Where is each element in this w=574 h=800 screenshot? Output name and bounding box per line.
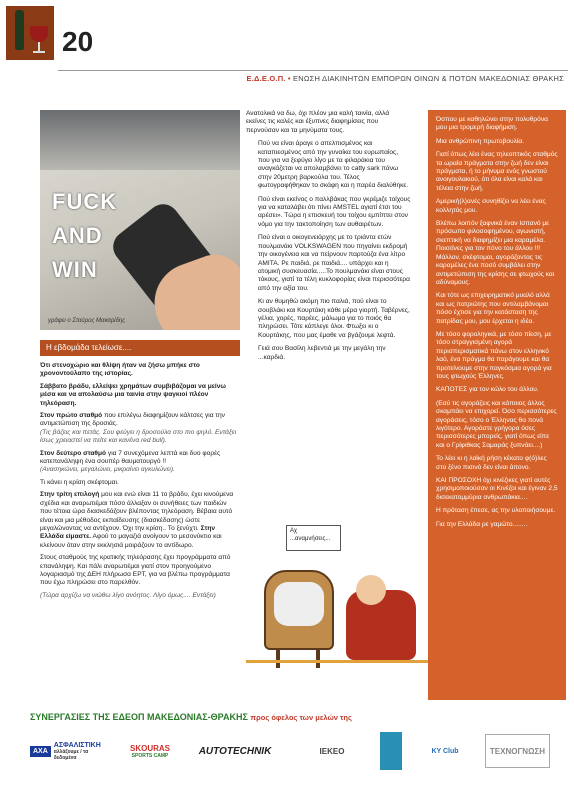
bottle-icon xyxy=(15,10,24,50)
org-full: ΕΝΩΣΗ ΔΙΑΚΙΝΗΤΩΝ ΕΜΠΟΡΩΝ ΟΙΝΩΝ & ΠΟΤΩΝ ΜΑΚΕΔΟΝΙΑΣ ΘΡΑΚΗΣ xyxy=(293,74,564,83)
paragraph: Η πρόταση έπεσε, ας την υλοποιήσουμε. xyxy=(436,507,556,515)
italic-text: (Ανασηκώνει, μεγαλώνει, μικραίνει αγκυλώνει). xyxy=(40,466,175,474)
paragraph: Το λέει κι η λαϊκή ρήση κέκατο φ(ό)λες στο ξένο πισινό δεν είναι άπονο. xyxy=(436,455,547,471)
title-line-3: WIN xyxy=(52,257,98,282)
header-org xyxy=(247,74,564,83)
title-line-1: FUCK xyxy=(52,189,118,214)
skouras-logo xyxy=(120,734,180,768)
footer-subtitle: προς όφελος των μελών της xyxy=(250,713,352,722)
italic-text: (Τώρα αρχίζω να νιώθω λίγο ανόητος. Λίγο όμως.... Εντάξει) xyxy=(40,591,216,599)
italic-text: (Τις βάζεις και πετάς. Σου φεύγει η δροσούλα στο πιο ψηλό. Εντάξει ίσως χρειαστεί να πείτε και κανένα red bull). xyxy=(40,428,237,445)
article-photo xyxy=(40,110,240,330)
paragraph xyxy=(40,450,240,475)
paragraph: Πού να είναι άραγε ο απελπισμένος και καταπιεσμένος από την γυναίκα του ευρωπαίος, που για να ξεφύγει λίγο με τα φιλαράκια του αναγκάζεται να απολαμβάνει το catty sark πάνω στην 20μετρη βαρκούλα του. Τέλος φωτογραφήθηκαν το σκάφη και η παρέα διαλύθηκε. xyxy=(258,140,409,190)
body-text: για 7 συνεχόμενα λεπτά και δυο φορές κατεπανάληψη ένα σουπέρ θαυματουργό !! xyxy=(40,449,221,466)
paragraph xyxy=(40,592,240,600)
tv-leg-left xyxy=(276,650,280,668)
tv-screen xyxy=(274,582,324,626)
paragraph xyxy=(40,383,240,408)
paragraph: Ανατολικά να δω, όχι πλέον μια καλή ταινία, αλλά εκείνες τις καλές και έξυπνες διαφημίσεις που περνούσαν και τα μηνύματα τους. xyxy=(246,110,390,134)
autotechnik-logo: AUTOTECHNIK xyxy=(198,745,272,757)
blue-emblem-logo xyxy=(380,732,402,770)
week-box: Η εβδομάδα τελείωσε.... xyxy=(40,340,240,356)
left-column xyxy=(40,362,240,604)
header-divider xyxy=(58,70,568,71)
paragraph: Βλέπω λοιπόν ξαφνικά έναν Ισπανό με πρόσωπο φιλοσοφημένου, αγωνιστή, σκεπτική να διαφημίζει μια καραμέλα. Ποιοτίνες για τον πόνο του άλλου !!! Μάλλον, σκέφτομαι, αγοράζοντας τις καραμέλες ένα ποσό συμβάλει στην αντιμετώπιση της κρίσης σε φτωχούς και αδύναμους. xyxy=(436,220,555,286)
wine-glass-base xyxy=(33,51,45,53)
floor-line xyxy=(246,660,431,663)
footer-title xyxy=(30,712,352,722)
paragraph: Για την Ελλάδα ρε γαμώτο........ xyxy=(436,520,528,528)
paragraph: Και τότε ως επιχειρηματικό μυαλό αλλά και ως πατριώτης που αντιλαμβάνομαι πόσο έχτισε για την κατάσταση της πατρίδας μου, μου έρχεται η ιδέα. xyxy=(436,292,550,325)
axa-tagline: αλλάζουμε / τα δεδομένα xyxy=(53,748,89,761)
paragraph: Όσπου με καθηλώνει στην πολυθρόνα μου μια τρομερή διαφήμιση. xyxy=(436,116,548,132)
paragraph: Κι αν θυμηθώ ακόμη πιο παλιά, πού είναι το σουβλάκι και Κουρτάκη κάθε μέρα γιορτή. Ταβέρνες, γέλια, χορές, παρέες, μάλωμα για το ποιός θα πληρώσει. Τότε κάπλεγε όλοι. Φτωξει κι ο Κουρτάκης, που μας έμαθε να βγάζουμε λεφτά. xyxy=(258,298,410,339)
paragraph: ΚΑΠΟΤΕΣ για τον κώλο του άλλου. xyxy=(436,386,539,394)
bold-text: Στην Ελλάδα είμαστε. xyxy=(40,524,216,541)
tv-leg-right xyxy=(316,650,320,668)
wine-logo xyxy=(6,6,54,60)
axa-mark: AXA xyxy=(30,746,51,757)
paragraph: Γειά σου Βασίλη λεβεντιά με την μεγάλη την ...καρδιά. xyxy=(258,345,386,361)
paragraph xyxy=(40,412,240,446)
iekeo-logo: ΙΕΚΕΟ xyxy=(319,746,345,756)
paragraph xyxy=(40,362,240,379)
bold-text: Στον πρώτο σταθμό xyxy=(40,412,103,420)
org-separator: • xyxy=(287,74,291,83)
paragraph: (Εσύ τις αγοράζεις και κάποιος άλλος σκαμπάει να επιχορεί. Όσο περισσότερες αγοράσεις, τόσο ο Έλληνας θα πονά λιγότερο. Αγοράστε γρήγορα όσες περισσότερες μπορείς, γιατί όπως είπε και ο Γρίφιθκας Σαμαράς ξυπνάει....) xyxy=(436,399,557,449)
axa-name: ΑΣΦΑΛΙΣΤΙΚΗ xyxy=(53,741,101,749)
body-text: Αφού το μαγαζιά ανοίγουν το μεσονύκτιο και κλείνουν όταν στην εκκλησιά μοιράζουν το αντίδωρο. xyxy=(40,533,222,549)
body-text: που επιλέγω διαφημίζουν κάλτσες για την αντιμετώπιση της δροσιάς. xyxy=(40,412,225,428)
man-head-icon xyxy=(356,575,386,605)
article-title xyxy=(52,185,117,287)
author-credit: γράφει ο Σταύρος Μακαρίδης xyxy=(48,318,126,324)
paragraph: Πού είναι εκείνος ο παλλβάκας που γκρέμιζε τοίχους για να καταλάβει ότι πίνει AMSTEL αγιατί έτσι του αρέσει». Τώρα η επισκευή του τοίχου εμπίπτει στον νόμο για την τακτοποίηση των αυθαιρέτων. xyxy=(258,195,411,228)
middle-column xyxy=(246,110,411,367)
axa-text xyxy=(54,742,108,761)
lead-text: Ότι στενοχώριο και θλίψη ήταν να ζήσω μπήκε στο χρονοντούλαπο της ιστορίας. xyxy=(40,362,200,378)
kyclub-logo: KY Club xyxy=(431,747,459,755)
org-short: Ε.Δ.Ε.Ο.Π. xyxy=(246,74,286,83)
bold-text: Στην τρίτη επιλογή xyxy=(40,491,100,499)
paragraph: Μια ανθρώπινη πρωτοβουλία. xyxy=(436,137,524,145)
technognosi-logo: ΤΕΧΝΟΓΝΩΣΗ xyxy=(485,734,550,768)
paragraph: Πού είναι ο οικογενειάρχης με το τριάντα ετών πουλμανάκι VOLKSWAGEN που πηγαίνει εκδρομή την οικογένεια και να πείρνουν παρτούζα ένα λίτρο AMITA. Ρε παιδιά, ρε παιδιά.... υπάρχει και η ατομική συσκευασία.....Το πουλμανάκι είναι στους τόκους, γιατί τα τέλη κυκλοφορίας είναι περισσότερα από την αξία του. xyxy=(258,234,410,292)
speech-bubble: Αχ ...αναμνήσεις... xyxy=(286,525,341,551)
paragraph: Με τόσο φοροληγικά, με τόσο πίεση, με τόσο στραγγισμένη αγορά περισπερισματικά πάνω στον ελληνικό λαό, ένα πράγμα θα παράγουμε και θα προτείνουμε στην παγκόσμια αγορά για τους φτωχούς Έλληνες. xyxy=(436,330,552,380)
tv-screen-background xyxy=(40,110,240,170)
axa-logo xyxy=(30,734,108,768)
paragraph xyxy=(40,491,240,550)
paragraph: Αμερική(λ)ανές συνηθίζει να λέει ένας κολλητός μου. xyxy=(436,198,546,214)
bold-text: Στον δεύτερο σταθμό xyxy=(40,449,107,457)
paragraph: Τι κάνει η κρίση σκέφτομαι. xyxy=(40,478,119,486)
body-text: μου και ενώ είναι 11 το βράδυ, έχει κινούμενα σχέδια και αναρωτιέμαι πόσο άλλαξαν οι συνήθειες των παιδιών που τέτοια ώρα διασκεδάζουν βλέποντας τηλεόραση. Βέβαια αυτό είναι και μια μέθοδος εκπαίδευσης (διασκέδασης) ώστε μεγαλώνοντας να αντέχουν. Όχι την κρίση.. Το ξενύχτι. xyxy=(40,491,234,532)
skouras-sub: SPORTS CAMP xyxy=(131,752,169,759)
tv-icon xyxy=(264,570,334,650)
paragraph: Στους σταθμούς της κρατικής τηλεόρασης έχει προγράμματα από επανάληψη. Και πάλι αναρωτιέμαι γιατί στον προηγούμενο λογαριασμό της ΔΕΗ πλήρωσα ΕΡΤ, για να βλέπω προγράμματα που έχω πληρώσει στο παρελθόν. xyxy=(40,554,231,587)
title-line-2: AND xyxy=(52,223,103,248)
paragraph: Γιατί όπως λέει ένας τηλεοπτικός σταθμός τα ωραία πράγματα στην ζωή δεν είναι πράγματα, ή το μήνυμα ενός γνωστού ανοιγουλακιού, ότι όλα είναι καλά και τέλεια στην ζωή. xyxy=(436,151,558,192)
footer-title-text: ΣΥΝΕΡΓΑΣΙΕΣ ΤΗΣ ΕΔΕΟΠ ΜΑΚΕΔΟΝΙΑΣ-ΘΡΑΚΗΣ xyxy=(30,712,248,722)
right-column-box xyxy=(428,110,566,700)
partner-logos xyxy=(30,730,550,772)
cartoon-illustration xyxy=(246,520,431,700)
lead-text: Σάββατο βράδυ, ελλείψει χρημάτων συμβιβάζομαι να μείνω μέσα και να απολαύσω μια ταινία στην ψαγκιοί πλέον τηλεόραση. xyxy=(40,382,226,407)
paragraph: ΚΑΙ ΠΡΟΣΟΧΗ όχι κινέζικες γιατί αυτές χρησιμοποιούσαν οι Κινέζοι και έγιναν 2,5 δισεκατομμύρια ανθρωπάκια.... xyxy=(436,477,558,501)
page-number: 20 xyxy=(62,26,94,57)
skouras-name: SKOURAS xyxy=(129,743,170,753)
wine-glass-icon xyxy=(30,26,48,42)
